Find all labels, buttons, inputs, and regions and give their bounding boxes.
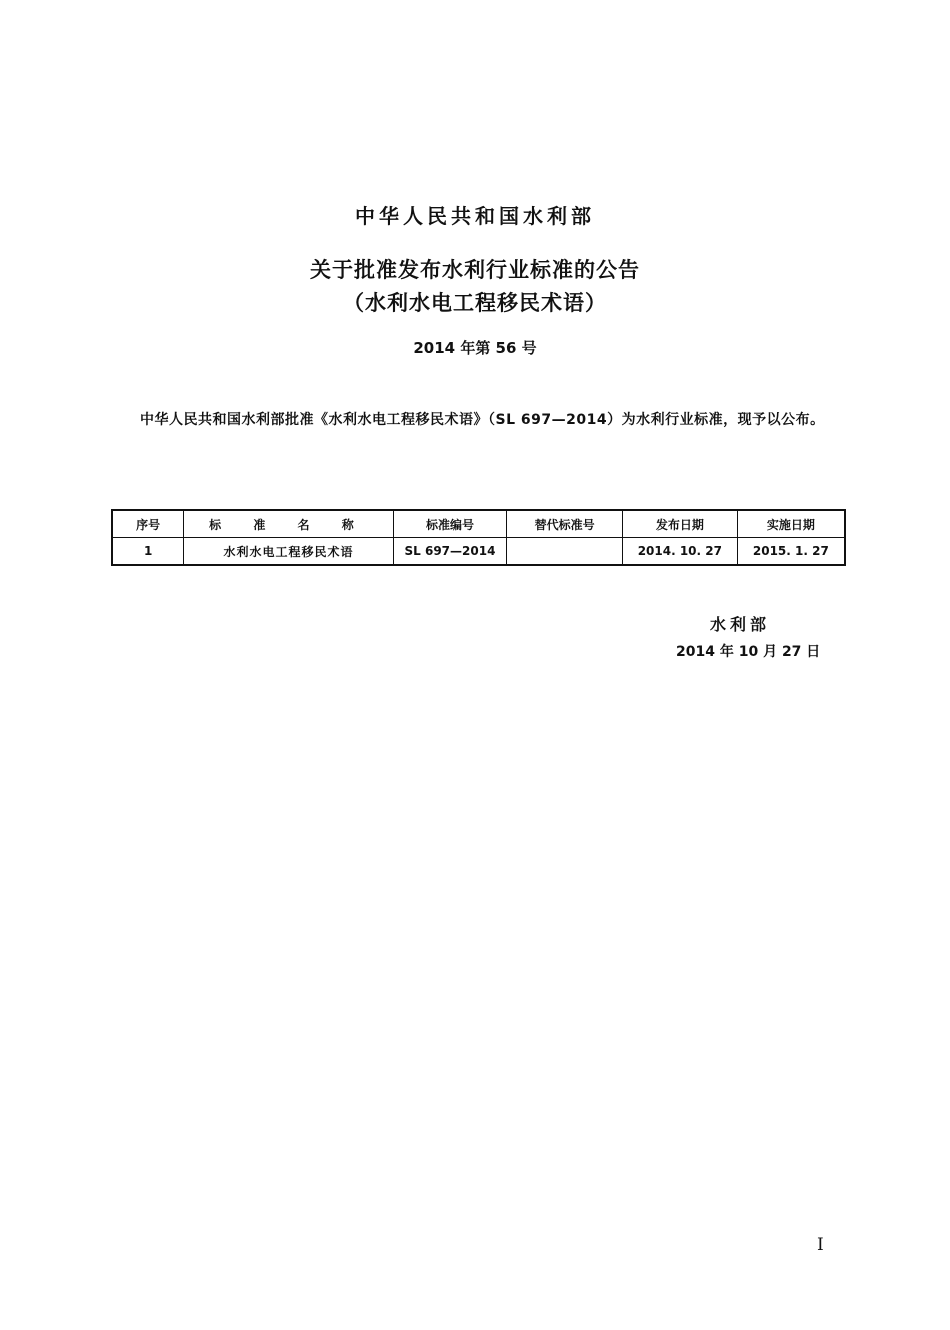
table-header-row [112, 510, 845, 538]
col-header-code: 标准编号 [393, 510, 507, 538]
cell-name: 水利水电工程移民术语 [184, 538, 393, 566]
issuing-ministry: 中华人民共和国水利部 [355, 204, 595, 228]
document-number: 2014 年第 56 号 [413, 339, 537, 357]
cell-issue-date: 2014. 10. 27 [622, 538, 737, 566]
cell-seq: 1 [112, 538, 184, 566]
col-header-seq: 序号 [112, 510, 184, 538]
col-header-effective-date: 实施日期 [737, 510, 845, 538]
signature-org: 水利部 [710, 615, 771, 634]
page-number: I [817, 1235, 824, 1255]
col-header-name: 标 准 名 称 [184, 510, 393, 538]
announcement-title: 关于批准发布水利行业标准的公告 [310, 258, 640, 282]
cell-replaces [507, 538, 623, 566]
cell-code: SL 697—2014 [393, 538, 507, 566]
signature-date: 2014 年 10 月 27 日 [676, 644, 821, 660]
announcement-body: 中华人民共和国水利部批准《水利水电工程移民术语》（SL 697—2014）为水利行业标准，现予以公布。 [140, 412, 825, 428]
cell-effective-date: 2015. 1. 27 [737, 538, 845, 566]
col-header-replaces: 替代标准号 [507, 510, 623, 538]
col-header-issue-date: 发布日期 [622, 510, 737, 538]
announcement-subtitle: （水利水电工程移民术语） [343, 291, 607, 315]
table-row [112, 538, 845, 566]
standards-table [111, 509, 846, 566]
